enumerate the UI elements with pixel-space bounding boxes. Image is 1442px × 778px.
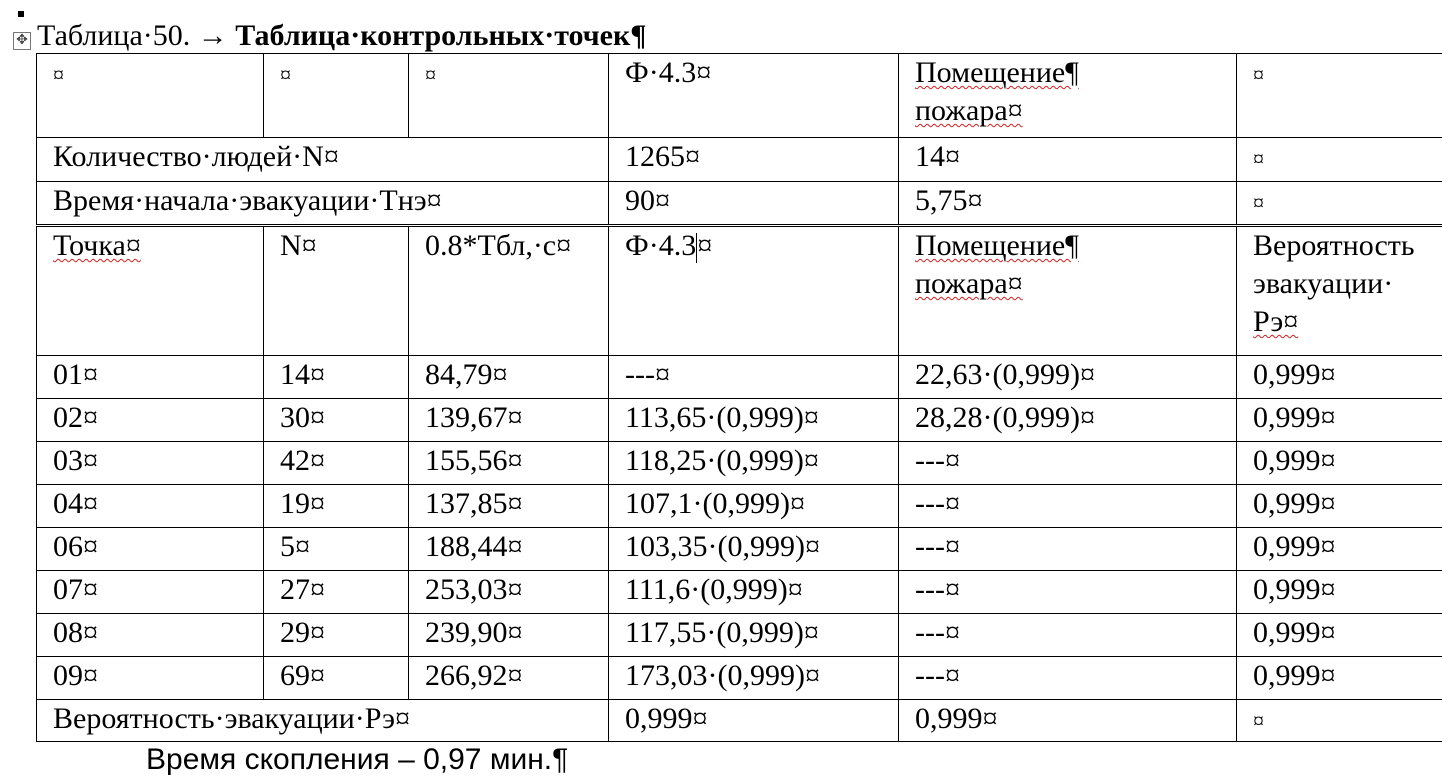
table-cell[interactable]: 253,03¤: [409, 571, 609, 614]
table-cell[interactable]: 69¤: [264, 657, 409, 700]
table-row: [37, 571, 1442, 614]
table-cell[interactable]: Вероятность эвакуации· Рэ¤: [1237, 226, 1442, 356]
table-row: [37, 399, 1442, 442]
table-cell[interactable]: ¤: [1237, 182, 1442, 226]
table-cell[interactable]: ---¤: [899, 485, 1237, 528]
table-cell[interactable]: ¤: [1237, 54, 1442, 138]
table-cell[interactable]: 117,55·(0,999)¤: [609, 614, 899, 657]
table-row: [37, 356, 1442, 399]
caption-title: Таблица·контрольных·точек¶: [235, 19, 646, 52]
table-row: [37, 485, 1442, 528]
table-row: [37, 657, 1442, 700]
table-cell[interactable]: Ф·4.3¤: [609, 226, 899, 356]
table-header-row: [37, 54, 1442, 138]
table-cell[interactable]: 03¤: [37, 442, 264, 485]
table-cell[interactable]: ---¤: [899, 614, 1237, 657]
table-cell[interactable]: ---¤: [899, 571, 1237, 614]
table-cell[interactable]: 5,75¤: [899, 182, 1237, 226]
table-cell[interactable]: 02¤: [37, 399, 264, 442]
paragraph-mark-square: [18, 11, 24, 17]
table-cell[interactable]: Помещение¶ пожара¤: [899, 226, 1237, 356]
table-cell[interactable]: 107,1·(0,999)¤: [609, 485, 899, 528]
table-cell[interactable]: ---¤: [899, 657, 1237, 700]
table-cell[interactable]: 42¤: [264, 442, 409, 485]
table-cell[interactable]: 09¤: [37, 657, 264, 700]
table-cell[interactable]: ---¤: [609, 356, 899, 399]
table-cell[interactable]: ¤: [1237, 700, 1442, 742]
table-cell[interactable]: 04¤: [37, 485, 264, 528]
table-cell[interactable]: 139,67¤: [409, 399, 609, 442]
table-cell[interactable]: Вероятность·эвакуации·Рэ¤: [37, 700, 609, 742]
table-cell[interactable]: 30¤: [264, 399, 409, 442]
table-cell[interactable]: 0,999¤: [899, 700, 1237, 742]
table-cell[interactable]: 118,25·(0,999)¤: [609, 442, 899, 485]
table-cell[interactable]: 0,999¤: [1237, 528, 1442, 571]
table-cell[interactable]: 19¤: [264, 485, 409, 528]
table-cell[interactable]: 239,90¤: [409, 614, 609, 657]
table-cell[interactable]: 0,999¤: [1237, 614, 1442, 657]
table-cell[interactable]: ¤: [1237, 138, 1442, 182]
table-row: [37, 442, 1442, 485]
point-rows: [37, 356, 1442, 700]
table-move-handle-icon[interactable]: ✥: [13, 32, 31, 50]
table-cell[interactable]: Помещение¶ пожара¤: [899, 54, 1237, 138]
table-row: [37, 614, 1442, 657]
table-cell[interactable]: Количество·людей·N¤: [37, 138, 609, 182]
table-cell[interactable]: 103,35·(0,999)¤: [609, 528, 899, 571]
table-cell[interactable]: ¤: [264, 54, 409, 138]
table-cell[interactable]: 173,03·(0,999)¤: [609, 657, 899, 700]
table-cell[interactable]: 188,44¤: [409, 528, 609, 571]
table-caption: [37, 17, 646, 55]
table-cell[interactable]: 1265¤: [609, 138, 899, 182]
table-cell[interactable]: Ф·4.3¤: [609, 54, 899, 138]
table-cell[interactable]: 0,999¤: [1237, 657, 1442, 700]
points-header-row: [37, 226, 1442, 356]
table-cell[interactable]: 0,999¤: [1237, 442, 1442, 485]
table-row: [37, 528, 1442, 571]
table-cell[interactable]: 06¤: [37, 528, 264, 571]
table-cell[interactable]: 113,65·(0,999)¤: [609, 399, 899, 442]
table-cell[interactable]: 90¤: [609, 182, 899, 226]
table-cell[interactable]: 5¤: [264, 528, 409, 571]
table-cell[interactable]: 28,28·(0,999)¤: [899, 399, 1237, 442]
table-cell[interactable]: 01¤: [37, 356, 264, 399]
table-cell[interactable]: ---¤: [899, 528, 1237, 571]
table-cell[interactable]: 0,999¤: [1237, 485, 1442, 528]
probability-row: [37, 700, 1442, 742]
table-cell[interactable]: 0,999¤: [1237, 399, 1442, 442]
table-cell[interactable]: 29¤: [264, 614, 409, 657]
table-cell[interactable]: 07¤: [37, 571, 264, 614]
control-points-table: [36, 53, 1442, 742]
table-cell[interactable]: N¤: [264, 226, 409, 356]
table-cell[interactable]: 0,999¤: [1237, 571, 1442, 614]
table-cell[interactable]: 08¤: [37, 614, 264, 657]
table-cell[interactable]: 84,79¤: [409, 356, 609, 399]
table-cell[interactable]: ¤: [409, 54, 609, 138]
table-cell[interactable]: 27¤: [264, 571, 409, 614]
table-cell[interactable]: ¤: [37, 54, 264, 138]
table-cell[interactable]: 14¤: [899, 138, 1237, 182]
table-cell[interactable]: Точка¤: [37, 226, 264, 356]
table-cell[interactable]: 137,85¤: [409, 485, 609, 528]
accumulation-time-text: Время скопления – 0,97 мин.¶: [146, 742, 568, 778]
table-cell[interactable]: 155,56¤: [409, 442, 609, 485]
table-cell[interactable]: 0.8*Тбл,·с¤: [409, 226, 609, 356]
table-cell[interactable]: 111,6·(0,999)¤: [609, 571, 899, 614]
caption-prefix: Таблица·50. →: [37, 19, 235, 52]
table-cell[interactable]: Время·начала·эвакуации·Тнэ¤: [37, 182, 609, 226]
table-cell[interactable]: 14¤: [264, 356, 409, 399]
table-cell[interactable]: 22,63·(0,999)¤: [899, 356, 1237, 399]
evacuation-start-row: [37, 182, 1442, 226]
table-cell[interactable]: 0,999¤: [1237, 356, 1442, 399]
table-cell[interactable]: 266,92¤: [409, 657, 609, 700]
people-count-row: [37, 138, 1442, 182]
table-cell[interactable]: ---¤: [899, 442, 1237, 485]
table-cell[interactable]: 0,999¤: [609, 700, 899, 742]
